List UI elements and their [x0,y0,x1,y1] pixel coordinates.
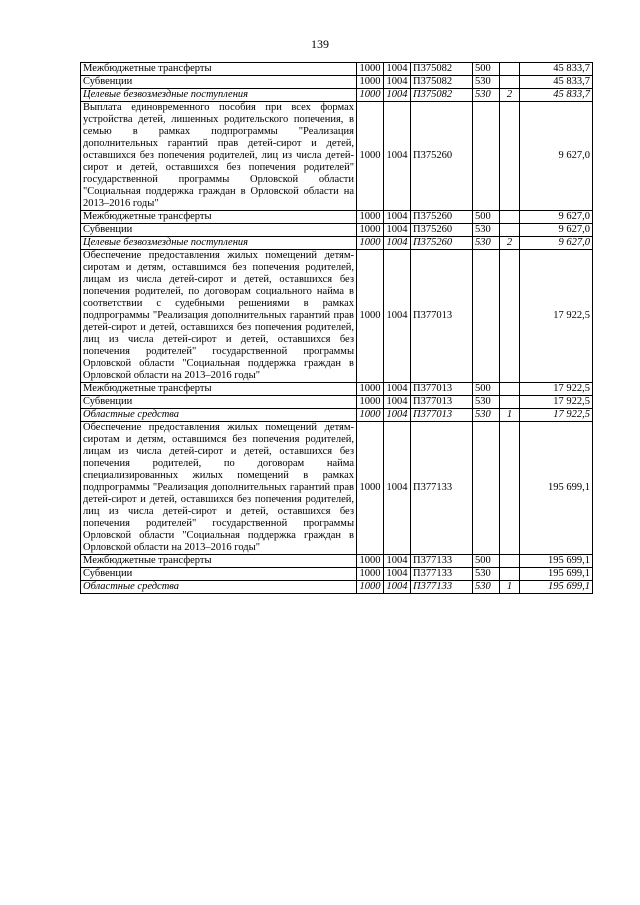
row-sum: 17 922,5 [520,409,593,422]
row-source: 1 [500,409,520,422]
row-expense-type [473,250,500,383]
table-row [81,568,593,581]
row-expense-type: 500 [473,63,500,76]
row-target-code: П377013 [411,409,473,422]
row-source [500,63,520,76]
row-source [500,383,520,396]
table-row [81,76,593,89]
row-sum: 195 699,1 [520,422,593,555]
row-section: 1000 [357,568,384,581]
row-expense-type: 530 [473,237,500,250]
row-name: Субвенции [81,396,357,409]
row-expense-type: 530 [473,76,500,89]
table-row [81,224,593,237]
row-subsection: 1004 [384,224,411,237]
row-subsection: 1004 [384,250,411,383]
page-number: 139 [311,37,329,51]
row-section: 1000 [357,76,384,89]
row-name: Целевые безвозмездные поступления [81,237,357,250]
row-subsection: 1004 [384,568,411,581]
row-sum: 17 922,5 [520,383,593,396]
row-target-code: П375082 [411,89,473,102]
row-expense-type: 500 [473,211,500,224]
row-sum: 9 627,0 [520,102,593,211]
table-row [81,581,593,594]
row-subsection: 1004 [384,555,411,568]
row-target-code: П377133 [411,581,473,594]
row-expense-type: 500 [473,383,500,396]
row-name: Обеспечение предоставления жилых помещений детям-сиротам и детям, оставшимся без попечения родителей, лицам из числа детей-сирот и детей, оставшихся без попечения родителей, по договорам социального найма в соответствии с судебными решениями в рамках подпрограммы "Реализация дополнительных гарантий прав детей-сирот и детей, оставшихся без попечения родителей, лиц из числа детей-сирот и детей, оставшихся без попечения родителей" государственной программы Орловской области "Социальная поддержка граждан в Орловской области на 2013–2016 годы" [81,250,357,383]
row-source: 2 [500,237,520,250]
row-expense-type: 530 [473,224,500,237]
row-subsection: 1004 [384,422,411,555]
row-expense-type: 500 [473,555,500,568]
row-section: 1000 [357,211,384,224]
row-sum: 9 627,0 [520,211,593,224]
row-sum: 195 699,1 [520,555,593,568]
row-sum: 45 833,7 [520,63,593,76]
row-name: Межбюджетные трансферты [81,63,357,76]
row-section: 1000 [357,383,384,396]
table-row [81,422,593,555]
row-expense-type: 530 [473,396,500,409]
row-name: Субвенции [81,76,357,89]
table-row [81,211,593,224]
row-target-code: П377133 [411,422,473,555]
row-source: 1 [500,581,520,594]
row-section: 1000 [357,102,384,211]
table-row [81,250,593,383]
row-subsection: 1004 [384,102,411,211]
row-source: 2 [500,89,520,102]
row-section: 1000 [357,396,384,409]
row-name: Межбюджетные трансферты [81,555,357,568]
row-source [500,250,520,383]
row-expense-type: 530 [473,568,500,581]
row-sum: 9 627,0 [520,237,593,250]
table-row [81,102,593,211]
row-sum: 195 699,1 [520,568,593,581]
row-expense-type: 530 [473,89,500,102]
row-target-code: П377013 [411,396,473,409]
row-sum: 45 833,7 [520,89,593,102]
row-subsection: 1004 [384,76,411,89]
row-name: Областные средства [81,581,357,594]
row-target-code: П377133 [411,555,473,568]
table-row [81,396,593,409]
row-source [500,568,520,581]
table-row [81,409,593,422]
row-target-code: П375260 [411,102,473,211]
table-row [81,555,593,568]
row-sum: 17 922,5 [520,250,593,383]
row-target-code: П375260 [411,211,473,224]
row-target-code: П375260 [411,237,473,250]
row-name: Субвенции [81,224,357,237]
row-section: 1000 [357,237,384,250]
row-source [500,102,520,211]
row-name: Областные средства [81,409,357,422]
row-sum: 45 833,7 [520,76,593,89]
row-name: Межбюджетные трансферты [81,383,357,396]
row-section: 1000 [357,422,384,555]
table-row [81,63,593,76]
row-source [500,224,520,237]
row-section: 1000 [357,224,384,237]
row-subsection: 1004 [384,89,411,102]
row-source [500,422,520,555]
row-section: 1000 [357,250,384,383]
row-source [500,211,520,224]
row-name: Выплата единовременного пособия при всех формах устройства детей, лишенных родительского попечения, в семью в рамках подпрограммы "Реализация дополнительных гарантий прав детей-сирот и детей, оставшихся без попечения родителей, лиц из числа детей-сирот и детей, оставшихся без попечения родителей" государственной программы Орловской области "Социальная поддержка граждан в Орловской области на 2013–2016 годы" [81,102,357,211]
row-subsection: 1004 [384,237,411,250]
row-section: 1000 [357,555,384,568]
row-target-code: П375260 [411,224,473,237]
row-section: 1000 [357,409,384,422]
row-subsection: 1004 [384,211,411,224]
row-expense-type [473,422,500,555]
row-name: Обеспечение предоставления жилых помещений детям-сиротам и детям, оставшимся без попечения родителей, лицам из числа детей-сирот и детей, оставшихся без попечения родителей, по договорам найма специализированных жилых помещений в рамках подпрограммы "Реализация дополнительных гарантий прав детей-сирот и детей, оставшихся без попечения родителей, лиц из числа детей-сирот и детей, оставшихся без попечения родителей" государственной программы Орловской области "Социальная поддержка граждан в Орловской области на 2013–2016 годы" [81,422,357,555]
row-subsection: 1004 [384,409,411,422]
budget-table [80,62,593,594]
row-target-code: П375082 [411,76,473,89]
row-name: Межбюджетные трансферты [81,211,357,224]
row-section: 1000 [357,63,384,76]
row-name: Целевые безвозмездные поступления [81,89,357,102]
row-expense-type: 530 [473,409,500,422]
row-source [500,76,520,89]
row-subsection: 1004 [384,383,411,396]
row-source [500,396,520,409]
row-section: 1000 [357,89,384,102]
row-target-code: П375082 [411,63,473,76]
table-row [81,237,593,250]
row-target-code: П377013 [411,250,473,383]
row-subsection: 1004 [384,63,411,76]
row-source [500,555,520,568]
row-sum: 17 922,5 [520,396,593,409]
row-sum: 195 699,1 [520,581,593,594]
row-subsection: 1004 [384,581,411,594]
row-expense-type: 530 [473,581,500,594]
row-sum: 9 627,0 [520,224,593,237]
table-row [81,89,593,102]
table-row [81,383,593,396]
row-section: 1000 [357,581,384,594]
row-subsection: 1004 [384,396,411,409]
row-target-code: П377013 [411,383,473,396]
row-expense-type [473,102,500,211]
row-target-code: П377133 [411,568,473,581]
row-name: Субвенции [81,568,357,581]
